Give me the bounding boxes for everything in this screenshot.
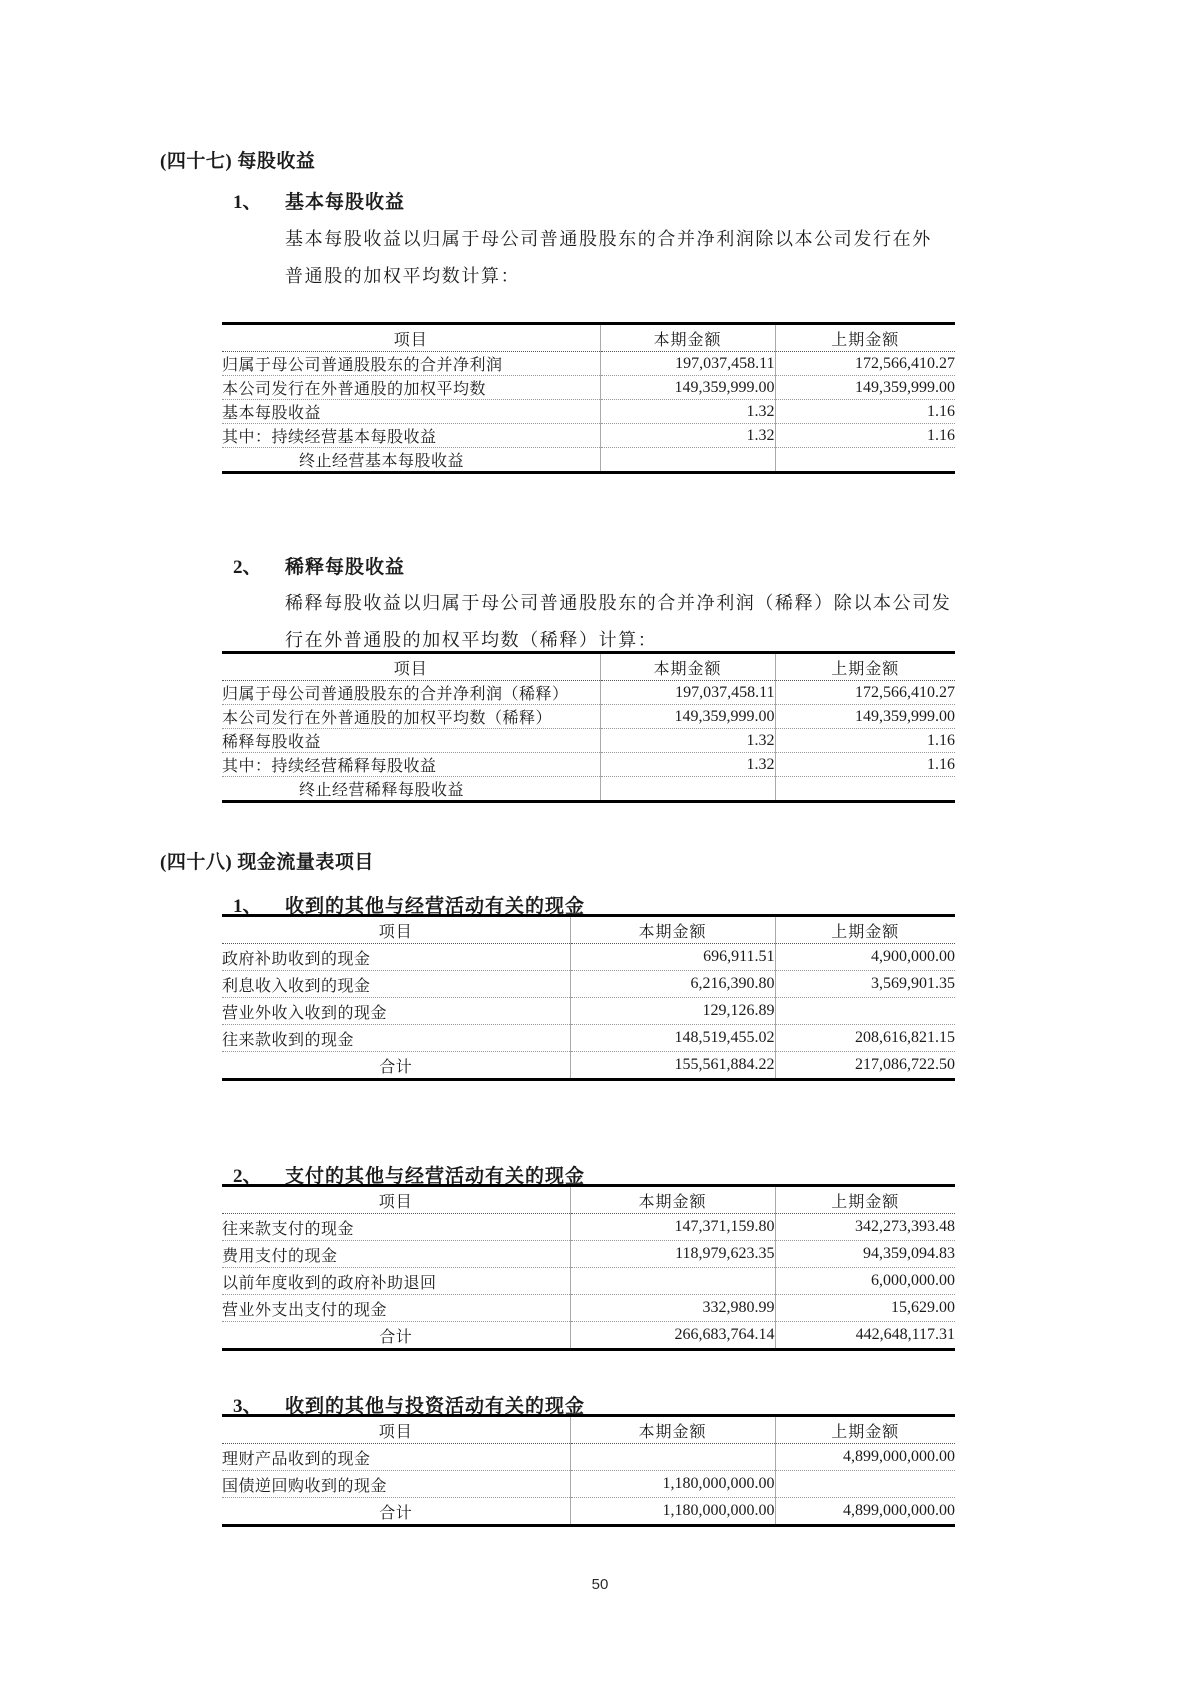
- row-label: 往来款支付的现金: [222, 1214, 570, 1241]
- paragraph-basic-eps: [285, 224, 975, 298]
- table-row: [222, 681, 955, 705]
- row-current-value: 118,979,623.35: [570, 1241, 775, 1268]
- header-current-period: 本期金额: [570, 1186, 775, 1214]
- subsection-number: 2、: [233, 1166, 262, 1187]
- row-label: 稀释每股收益: [222, 729, 600, 753]
- row-prior-value: 15,629.00: [775, 1295, 955, 1322]
- row-label: 基本每股收益: [222, 400, 600, 424]
- row-current-value: 197,037,458.11: [600, 352, 775, 376]
- header-prior-period: 上期金额: [775, 916, 955, 944]
- row-current-value: [570, 1268, 775, 1295]
- table-row: [222, 753, 955, 777]
- header-item: 项目: [222, 653, 600, 681]
- subsection-number: 3、: [233, 1396, 262, 1417]
- subsection-number: 1、: [233, 896, 262, 917]
- row-current-value: 1.32: [600, 400, 775, 424]
- row-prior-value: 6,000,000.00: [775, 1268, 955, 1295]
- table-row: [222, 944, 955, 971]
- row-current-value: 332,980.99: [570, 1295, 775, 1322]
- header-prior-period: 上期金额: [775, 1186, 955, 1214]
- cash-received-operating-table: [222, 914, 955, 1081]
- table-header-row: [222, 653, 955, 681]
- header-item: 项目: [222, 916, 570, 944]
- section-title-cashflow: (四十八) 现金流量表项目: [160, 852, 374, 873]
- row-prior-value: 172,566,410.27: [775, 352, 955, 376]
- subsection-number: 2、: [233, 557, 262, 578]
- row-prior-value: 4,899,000,000.00: [775, 1444, 955, 1471]
- header-item: 项目: [222, 1416, 570, 1444]
- row-prior-value: 1.16: [775, 424, 955, 448]
- row-current-value: 696,911.51: [570, 944, 775, 971]
- header-current-period: 本期金额: [570, 1416, 775, 1444]
- row-prior-value: [775, 777, 955, 802]
- table-row: [222, 376, 955, 400]
- table-row: [222, 1444, 955, 1471]
- row-prior-value: 149,359,999.00: [775, 705, 955, 729]
- subsection-title: 支付的其他与经营活动有关的现金: [285, 1166, 586, 1187]
- row-prior-value: [775, 1471, 955, 1498]
- row-label: 归属于母公司普通股股东的合并净利润: [222, 352, 600, 376]
- row-prior-value: 342,273,393.48: [775, 1214, 955, 1241]
- row-prior-value: 94,359,094.83: [775, 1241, 955, 1268]
- table-row: [222, 971, 955, 998]
- subsection-title: 基本每股收益: [285, 192, 406, 213]
- total-label: 合计: [379, 1058, 413, 1076]
- row-label: 其中：持续经营基本每股收益: [222, 424, 600, 448]
- row-prior-value: 3,569,901.35: [775, 971, 955, 998]
- header-current-period: 本期金额: [600, 324, 775, 352]
- row-label: 本公司发行在外普通股的加权平均数（稀释）: [222, 705, 600, 729]
- total-current-value: 266,683,764.14: [570, 1322, 775, 1350]
- subsection-heading-basic-eps: [233, 187, 405, 214]
- row-prior-value: 4,900,000.00: [775, 944, 955, 971]
- table-total-row: [222, 1322, 955, 1350]
- header-item: 项目: [222, 1186, 570, 1214]
- row-prior-value: 172,566,410.27: [775, 681, 955, 705]
- total-current-value: 1,180,000,000.00: [570, 1498, 775, 1526]
- row-label: 以前年度收到的政府补助退回: [222, 1268, 570, 1295]
- table-row: [222, 1295, 955, 1322]
- table-row: [222, 1471, 955, 1498]
- header-prior-period: 上期金额: [775, 324, 955, 352]
- table-row: [222, 705, 955, 729]
- row-current-value: 197,037,458.11: [600, 681, 775, 705]
- subsection-title: 收到的其他与投资活动有关的现金: [285, 1396, 586, 1417]
- row-current-value: [600, 448, 775, 473]
- header-current-period: 本期金额: [600, 653, 775, 681]
- header-item: 项目: [222, 324, 600, 352]
- paragraph-line: 稀释每股收益以归属于母公司普通股股东的合并净利润（稀释）除以本公司发: [285, 593, 952, 613]
- section-title-eps: (四十七) 每股收益: [160, 151, 316, 172]
- table-row: [222, 352, 955, 376]
- table-row: [222, 1268, 955, 1295]
- paragraph-line: 行在外普通股的加权平均数（稀释）计算：: [285, 630, 658, 650]
- row-label: 政府补助收到的现金: [222, 944, 570, 971]
- page-number: 50: [591, 1576, 609, 1593]
- table-header-row: [222, 324, 955, 352]
- row-current-value: 6,216,390.80: [570, 971, 775, 998]
- row-label: 归属于母公司普通股股东的合并净利润（稀释）: [222, 681, 600, 705]
- row-label: 终止经营稀释每股收益: [299, 782, 465, 799]
- diluted-eps-table: [222, 651, 955, 803]
- row-label: 营业外支出支付的现金: [222, 1295, 570, 1322]
- header-prior-period: 上期金额: [775, 1416, 955, 1444]
- row-label: 往来款收到的现金: [222, 1025, 570, 1052]
- total-current-value: 155,561,884.22: [570, 1052, 775, 1080]
- row-current-value: [570, 1444, 775, 1471]
- row-prior-value: 149,359,999.00: [775, 376, 955, 400]
- basic-eps-table: [222, 322, 955, 474]
- row-current-value: 148,519,455.02: [570, 1025, 775, 1052]
- table-row: [222, 1214, 955, 1241]
- subsection-heading-diluted-eps: [233, 552, 405, 579]
- table-row: [222, 424, 955, 448]
- table-row: [222, 777, 955, 802]
- total-label: 合计: [379, 1504, 413, 1522]
- row-prior-value: 1.16: [775, 753, 955, 777]
- row-current-value: 129,126.89: [570, 998, 775, 1025]
- cash-received-investing-table: [222, 1414, 955, 1527]
- row-label: 营业外收入收到的现金: [222, 998, 570, 1025]
- header-prior-period: 上期金额: [775, 653, 955, 681]
- row-current-value: [600, 777, 775, 802]
- paragraph-line: 基本每股收益以归属于母公司普通股股东的合并净利润除以本公司发行在外: [285, 229, 932, 249]
- table-total-row: [222, 1498, 955, 1526]
- row-label: 本公司发行在外普通股的加权平均数: [222, 376, 600, 400]
- row-current-value: 1,180,000,000.00: [570, 1471, 775, 1498]
- table-row: [222, 729, 955, 753]
- paragraph-line: 普通股的加权平均数计算：: [285, 266, 521, 286]
- row-label: 国债逆回购收到的现金: [222, 1471, 570, 1498]
- total-prior-value: 442,648,117.31: [775, 1322, 955, 1350]
- total-label: 合计: [379, 1328, 413, 1346]
- row-current-value: 1.32: [600, 729, 775, 753]
- table-row: [222, 400, 955, 424]
- table-header-row: [222, 1416, 955, 1444]
- table-total-row: [222, 1052, 955, 1080]
- row-prior-value: [775, 998, 955, 1025]
- row-current-value: 1.32: [600, 753, 775, 777]
- row-prior-value: 1.16: [775, 400, 955, 424]
- table-header-row: [222, 916, 955, 944]
- subsection-title: 收到的其他与经营活动有关的现金: [285, 896, 586, 917]
- table-row: [222, 1025, 955, 1052]
- table-header-row: [222, 1186, 955, 1214]
- row-label: 利息收入收到的现金: [222, 971, 570, 998]
- table-row: [222, 998, 955, 1025]
- row-label: 终止经营基本每股收益: [299, 453, 465, 470]
- subsection-title: 稀释每股收益: [285, 557, 406, 578]
- header-current-period: 本期金额: [570, 916, 775, 944]
- row-current-value: 147,371,159.80: [570, 1214, 775, 1241]
- row-current-value: 149,359,999.00: [600, 376, 775, 400]
- total-prior-value: 217,086,722.50: [775, 1052, 955, 1080]
- row-prior-value: 208,616,821.15: [775, 1025, 955, 1052]
- row-prior-value: [775, 448, 955, 473]
- row-current-value: 149,359,999.00: [600, 705, 775, 729]
- row-label: 其中：持续经营稀释每股收益: [222, 753, 600, 777]
- table-row: [222, 448, 955, 473]
- row-prior-value: 1.16: [775, 729, 955, 753]
- cash-paid-operating-table: [222, 1184, 955, 1351]
- row-label: 理财产品收到的现金: [222, 1444, 570, 1471]
- total-prior-value: 4,899,000,000.00: [775, 1498, 955, 1526]
- row-current-value: 1.32: [600, 424, 775, 448]
- table-row: [222, 1241, 955, 1268]
- subsection-number: 1、: [233, 192, 262, 213]
- row-label: 费用支付的现金: [222, 1241, 570, 1268]
